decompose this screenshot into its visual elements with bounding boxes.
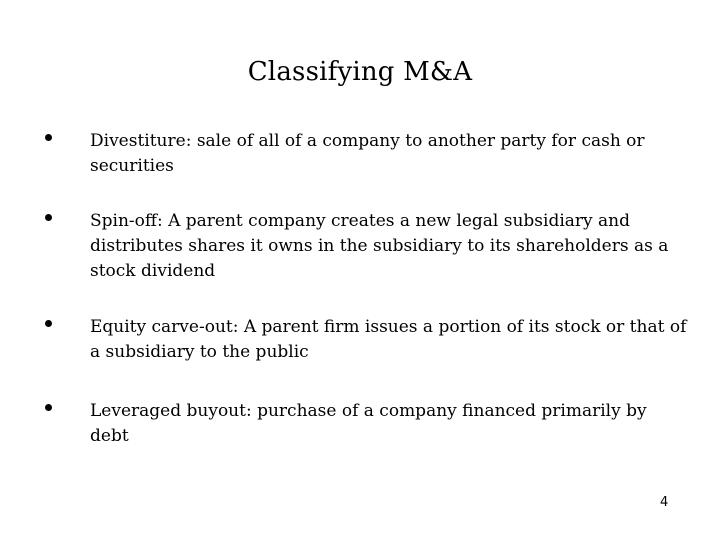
bullet-text: Leveraged buyout: purchase of a company financed primarily by debt [90,401,647,446]
bullet-text: Divestiture: sale of all of a company to another party for cash or securities [90,131,645,176]
page-number: 4 [660,495,669,510]
bullet-icon [45,214,52,221]
bullet-icon [45,404,52,411]
bullet-icon [45,320,52,327]
bullet-text: Spin-off: A parent company creates a new legal subsidiary and distributes shares it owns in the subsidiary to its shareholders as a stock dividend [90,211,669,281]
bullet-icon [45,134,52,141]
slide-title: Classifying M&A [247,57,473,87]
bullet-text: Equity carve-out: A parent firm issues a portion of its stock or that of a subsidiary to the public [90,317,687,362]
